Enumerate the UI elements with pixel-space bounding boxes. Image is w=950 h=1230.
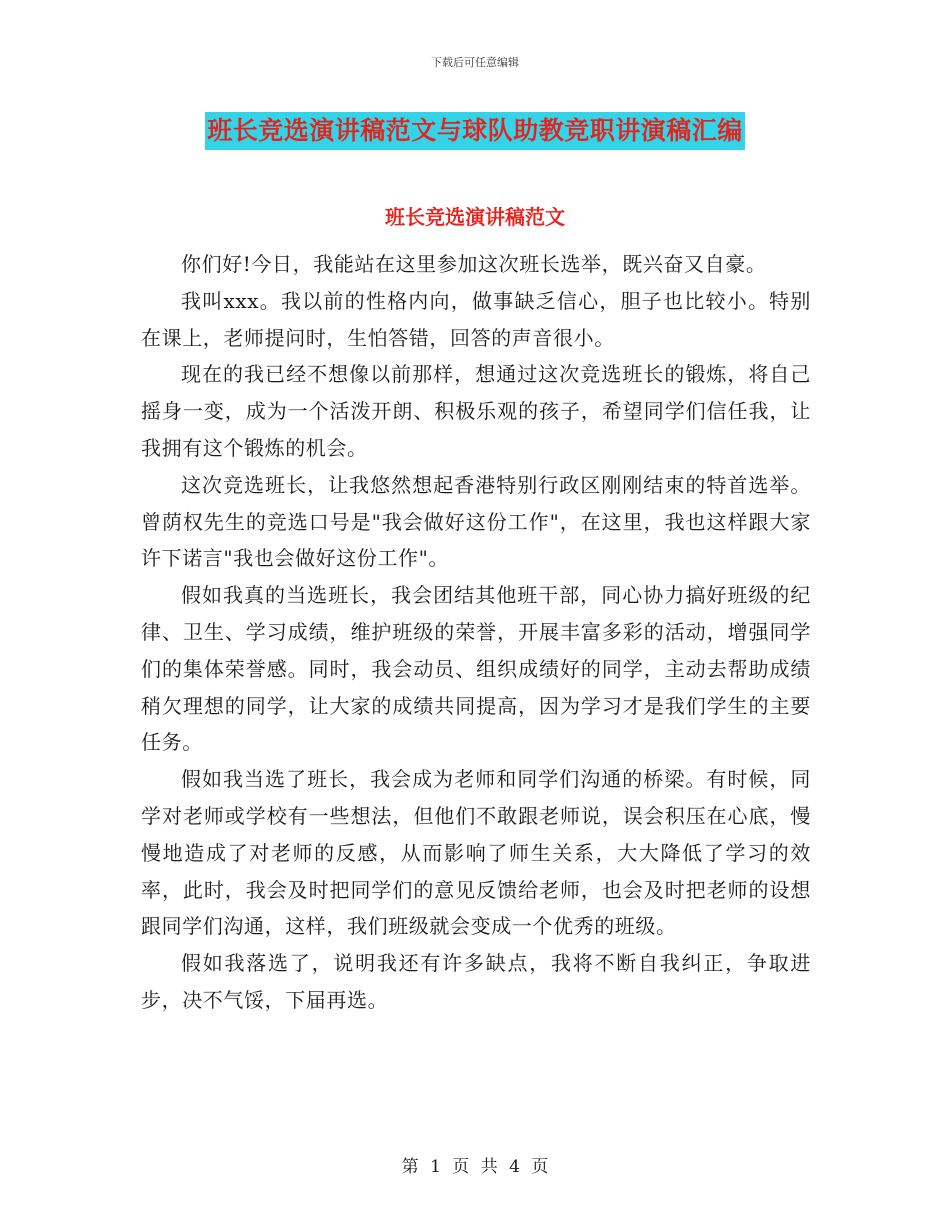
- document-title-text: 班长竞选演讲稿范文与球队助教竞职讲演稿汇编: [205, 112, 745, 150]
- page-footer: 第 1 页 共 4 页: [401, 1157, 549, 1177]
- paragraph: 我叫xxx。我以前的性格内向，做事缺乏信心，胆子也比较小。特别在课上，老师提问时，生怕答错，回答的声音很小。: [141, 288, 811, 350]
- paragraph: 这次竞选班长，让我悠然想起香港特别行政区刚刚结束的特首选举。曾荫权先生的竞选口号是"我会做好这份工作"，在这里，我也这样跟大家许下诺言"我也会做好这份工作"。: [141, 472, 811, 571]
- paragraph: 你们好!今日，我能站在这里参加这次班长选举，既兴奋又自豪。: [181, 252, 767, 276]
- document-title: [0, 112, 950, 150]
- document-body: [141, 246, 811, 1019]
- header-note: 下载后可任意编辑: [431, 56, 519, 69]
- section-title: 班长竞选演讲稿范文: [385, 205, 565, 229]
- paragraph: 现在的我已经不想像以前那样，想通过这次竞选班长的锻炼，将自己摇身一变，成为一个活泼开朗、积极乐观的孩子，希望同学们信任我，让我拥有这个锻炼的机会。: [141, 362, 811, 460]
- paragraph: 假如我当选了班长，我会成为老师和同学们沟通的桥梁。有时候，同学对老师或学校有一些想法，但他们不敢跟老师说，误会积压在心底，慢慢地造成了对老师的反感，从而影响了师生关系，大大降低了学习的效率，此时，我会及时把同学们的意见反馈给老师，也会及时把老师的设想跟同学们沟通，这样，我们班级就会变成一个优秀的班级。: [141, 767, 811, 939]
- paragraph: 假如我真的当选班长，我会团结其他班干部，同心协力搞好班级的纪律、卫生、学习成绩，维护班级的荣誉，开展丰富多彩的活动，增强同学们的集体荣誉感。同时，我会动员、组织成绩好的同学，主动去帮助成绩稍欠理想的同学，让大家的成绩共同提高，因为学习才是我们学生的主要任务。: [141, 583, 811, 755]
- paragraph: 假如我落选了，说明我还有许多缺点，我将不断自我纠正，争取进步，决不气馁，下届再选。: [141, 951, 811, 1012]
